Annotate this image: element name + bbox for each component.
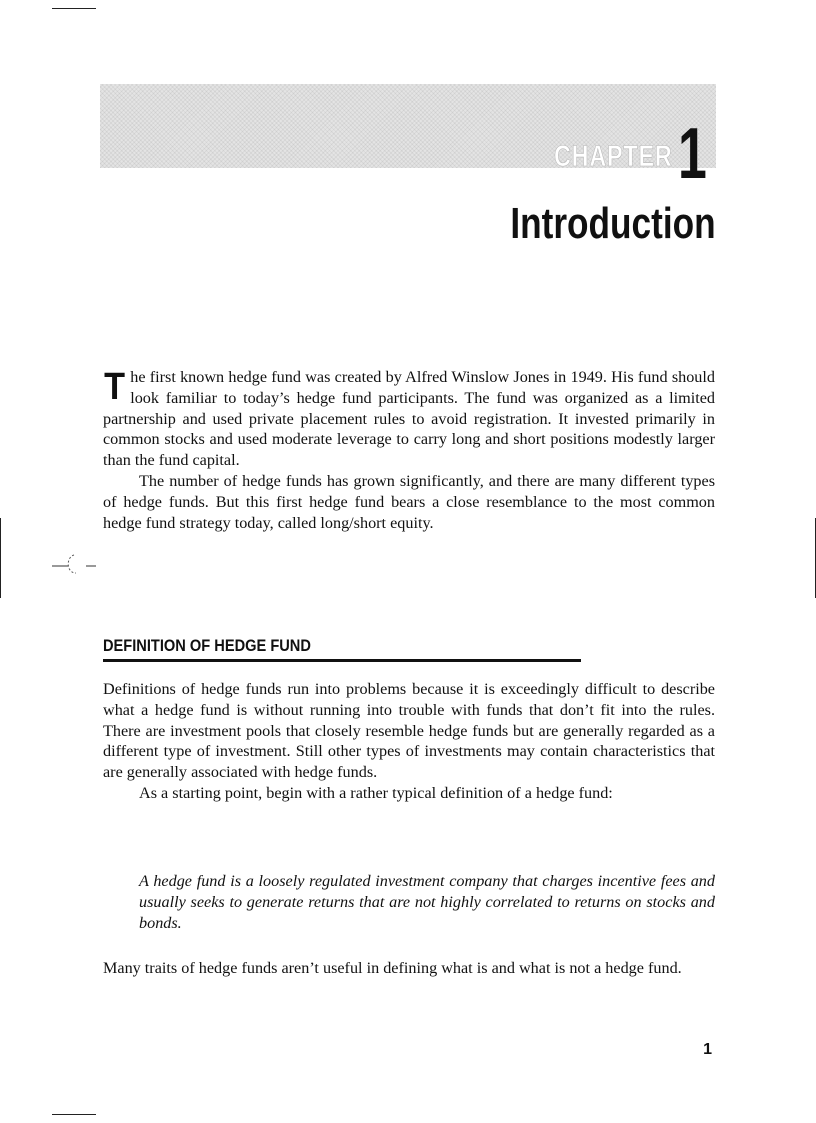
chapter-number: 1 [678, 114, 707, 194]
section-heading [103, 636, 581, 662]
drop-cap: T [104, 366, 126, 408]
definition-quote [139, 871, 715, 933]
intro-paragraph-1 [103, 367, 715, 471]
definition-paragraph-2: As a starting point, begin with a rather typical definition of a hedge fund: [139, 783, 613, 802]
intro-paragraph-2: The number of hedge funds has grown significantly, and there are many different types of hedge funds. But this first hedge fund bears a close resemblance to the most common hedge fund strategy today, called long/short equity. [103, 471, 715, 532]
crop-mark-top-left [52, 8, 96, 9]
crop-mark-bottom-left [52, 1114, 96, 1115]
registration-mark-icon [52, 545, 98, 575]
intro-section [103, 367, 715, 533]
chapter-title: Introduction [510, 199, 716, 248]
definition-section [103, 679, 715, 804]
intro-paragraph-1-text: he first known hedge fund was created by Alfred Winslow Jones in 1949. His fund should look familiar to today’s hedge fund participants. The fund was organized as a limited partnership and used private placement rules to avoid registration. It invested primarily in common stocks and used moderate leverage to carry long and short positions modestly larger than the fund capital. [103, 368, 715, 470]
definition-paragraph-1: Definitions of hedge funds run into problems because it is exceedingly difficult to describe what a hedge fund is without running into trouble with funds that don’t fit into the rules. There are investment pools that closely resemble hedge funds but are generally regarded as a different type of investment. Still other types of investments may contain characteristics that are generally associated with hedge funds. [103, 680, 715, 782]
chapter-label: CHAPTER [554, 140, 673, 173]
crop-mark-left [0, 518, 1, 598]
page-number: 1 [703, 1041, 712, 1058]
definition-quote-text: A hedge fund is a loosely regulated investment company that charges incentive fees and usually seeks to generate returns that are not highly correlated to returns on stocks and bonds. [139, 872, 715, 932]
traits-section [103, 958, 715, 979]
section-heading-text: DEFINITION OF HEDGE FUND [103, 636, 311, 655]
definition-paragraph-3: Many traits of hedge funds aren’t useful in defining what is and what is not a hedge fund. [103, 959, 682, 977]
